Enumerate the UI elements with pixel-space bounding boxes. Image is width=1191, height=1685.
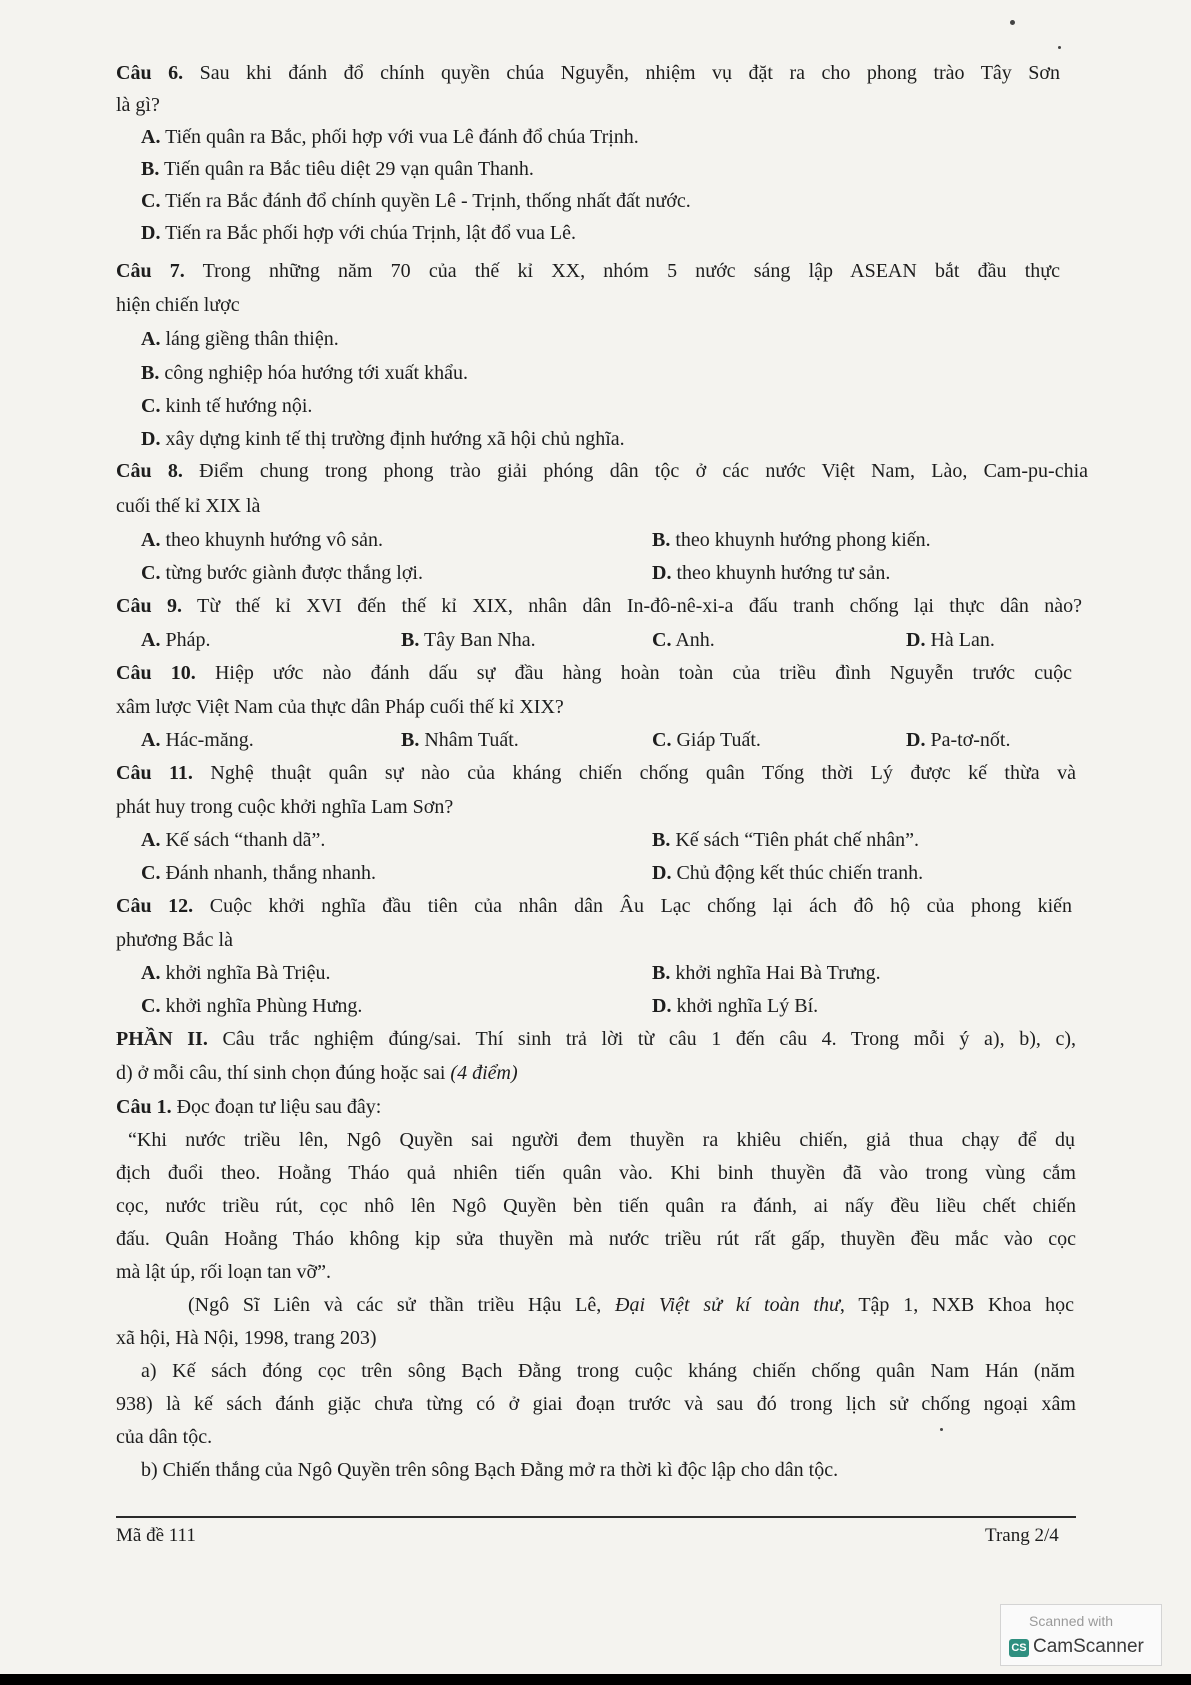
camscanner-name: CamScanner <box>1033 1636 1144 1657</box>
q6-option-a: A. Tiến quân ra Bắc, phối hợp với vua Lê đánh đổ chúa Trịnh. <box>141 126 639 148</box>
q6-stem-line2: là gì? <box>116 94 160 116</box>
p2q1-statement-a-line3: của dân tộc. <box>116 1426 213 1448</box>
q12-option-d: D. khởi nghĩa Lý Bí. <box>652 995 819 1017</box>
q8-stem-line1: Câu 8. Điểm chung trong phong trào giải phóng dân tộc ở các nước Việt Nam, Lào, Cam-pu-chia <box>116 460 1088 482</box>
camscanner-caption: Scanned with <box>1029 1613 1114 1629</box>
camscanner-watermark <box>1000 1604 1162 1666</box>
q12-stem-line2: phương Bắc là <box>116 929 233 951</box>
q9-option-b: B. Tây Ban Nha. <box>401 629 536 651</box>
q7-stem-line2: hiện chiến lược <box>116 294 240 316</box>
p2q1-intro: Câu 1. Đọc đoạn tư liệu sau đây: <box>116 1096 382 1118</box>
p2q1-passage-line4: đấu. Quân Hoằng Tháo không kịp sửa thuyền mà nước triều rút rất gấp, thuyền đều mắc vào cọc <box>116 1228 1076 1250</box>
q9-option-a: A. Pháp. <box>141 629 211 651</box>
p2q1-source-line1: (Ngô Sĩ Liên và các sử thần triều Hậu Lê, Đại Việt sử kí toàn thư, Tập 1, NXB Khoa học <box>188 1294 1075 1316</box>
p2q1-passage-line1: “Khi nước triều lên, Ngô Quyền sai người đem thuyền ra khiêu chiến, giả thua chạy để dụ <box>128 1129 1075 1151</box>
p2q1-statement-b: b) Chiến thắng của Ngô Quyền trên sông Bạch Đằng mở ra thời kì độc lập cho dân tộc. <box>141 1459 839 1481</box>
q12-stem-line1: Câu 12. Cuộc khởi nghĩa đầu tiên của nhân dân Âu Lạc chống lại ách đô hộ của phong kiến <box>116 895 1073 917</box>
p2q1-source-line2: xã hội, Hà Nội, 1998, trang 203) <box>116 1327 377 1349</box>
part2-heading-line1: PHẦN II. Câu trắc nghiệm đúng/sai. Thí sinh trả lời từ câu 1 đến câu 4. Trong mỗi ý a), b), c), <box>116 1028 1077 1050</box>
q6-option-b: B. Tiến quân ra Bắc tiêu diệt 29 vạn quân Thanh. <box>141 158 534 180</box>
q12-option-c: C. khởi nghĩa Phùng Hưng. <box>141 995 363 1017</box>
p2q1-passage-line2: địch đuổi theo. Hoằng Tháo quả nhiên tiến quân vào. Khi binh thuyền đã vào trong vùng cắm <box>116 1162 1076 1184</box>
q11-option-b: B. Kế sách “Tiên phát chế nhân”. <box>652 829 919 851</box>
q11-option-a: A. Kế sách “thanh dã”. <box>141 829 326 851</box>
q11-option-c: C. Đánh nhanh, thắng nhanh. <box>141 862 376 884</box>
q12-option-b: B. khởi nghĩa Hai Bà Trưng. <box>652 962 881 984</box>
footer-page-number: Trang 2/4 <box>985 1525 1059 1546</box>
book-title: Đại Việt sử kí toàn thư <box>615 1294 840 1316</box>
q11-option-d: D. Chủ động kết thúc chiến tranh. <box>652 862 924 884</box>
q10-option-b: B. Nhâm Tuất. <box>401 729 519 751</box>
q6-stem-line1 <box>116 60 1060 86</box>
p2q1-statement-a-line1: a) Kế sách đóng cọc trên sông Bạch Đằng trong cuộc kháng chiến chống quân Nam Hán (năm <box>141 1360 1075 1382</box>
footer-exam-code: Mã đề 111 <box>116 1525 196 1546</box>
q11-stem-line2: phát huy trong cuộc khởi nghĩa Lam Sơn? <box>116 796 454 818</box>
q7-option-c: C. kinh tế hướng nội. <box>141 395 313 417</box>
q12-option-a: A. khởi nghĩa Bà Triệu. <box>141 962 331 984</box>
q7-option-d: D. xây dựng kinh tế thị trường định hướng xã hội chủ nghĩa. <box>141 428 625 450</box>
q8-option-d: D. theo khuynh hướng tư sản. <box>652 562 891 584</box>
scan-speck <box>1010 20 1015 25</box>
part2-label: PHẦN II. <box>116 1028 208 1050</box>
p2q1-passage-line5: mà lật úp, rối loạn tan vỡ”. <box>116 1261 331 1283</box>
q10-stem-line1: Câu 10. Hiệp ước nào đánh dấu sự đầu hàng hoàn toàn của triều đình Nguyễn trước cuộc <box>116 662 1072 684</box>
footer-rule <box>116 1516 1076 1518</box>
q6-option-d: D. Tiến ra Bắc phối hợp với chúa Trịnh, lật đổ vua Lê. <box>141 222 577 244</box>
scan-speck <box>1058 46 1061 49</box>
q10-stem-line2: xâm lược Việt Nam của thực dân Pháp cuối thế kỉ XIX? <box>116 696 564 718</box>
q8-option-c: C. từng bước giành được thắng lợi. <box>141 562 423 584</box>
q7-option-a: A. láng giềng thân thiện. <box>141 328 339 350</box>
scan-edge-bar <box>0 1674 1191 1685</box>
p2q1-statement-a-line2: 938) là kế sách đánh giặc chưa từng có ở giai đoạn trước và sau đó trong lịch sử chống ngoại xâm <box>116 1393 1076 1415</box>
part2-points: (4 điểm) <box>450 1062 518 1084</box>
q10-option-d: D. Pa-tơ-nốt. <box>906 729 1011 751</box>
part2-heading-line2: d) ở mỗi câu, thí sinh chọn đúng hoặc sai (4 điểm) <box>116 1062 518 1084</box>
q6-stem1: Sau khi đánh đổ chính quyền chúa Nguyễn, nhiệm vụ đặt ra cho phong trào Tây Sơn <box>199 62 1060 84</box>
scan-speck <box>940 1428 943 1431</box>
q9-option-d: D. Hà Lan. <box>906 629 995 651</box>
q6-option-c: C. Tiến ra Bắc đánh đổ chính quyền Lê - Trịnh, thống nhất đất nước. <box>141 190 691 212</box>
q8-option-b: B. theo khuynh hướng phong kiến. <box>652 529 931 551</box>
q11-stem-line1: Câu 11. Nghệ thuật quân sự nào của kháng chiến chống quân Tống thời Lý được kế thừa và <box>116 762 1077 784</box>
camscanner-logo-icon: CS <box>1009 1639 1029 1657</box>
q6-label: Câu 6. <box>116 62 184 84</box>
q10-option-a: A. Hác-măng. <box>141 729 254 751</box>
q9-option-c: C. Anh. <box>652 629 715 651</box>
q8-option-a: A. theo khuynh hướng vô sản. <box>141 529 383 551</box>
q7-stem-line1: Câu 7. Trong những năm 70 của thế kỉ XX, nhóm 5 nước sáng lập ASEAN bắt đầu thực <box>116 260 1061 282</box>
q7-option-b: B. công nghiệp hóa hướng tới xuất khẩu. <box>141 362 468 384</box>
q9-stem: Câu 9. Từ thế kỉ XVI đến thế kỉ XIX, nhân dân In-đô-nê-xi-a đấu tranh chống lại thực dân nào? <box>116 595 1082 617</box>
q8-stem-line2: cuối thế kỉ XIX là <box>116 495 261 517</box>
q10-option-c: C. Giáp Tuất. <box>652 729 761 751</box>
p2q1-passage-line3: cọc, nước triều rút, cọc nhô lên Ngô Quyền bèn tiến quân ra đánh, ai nấy đều liều chết chiến <box>116 1195 1076 1217</box>
